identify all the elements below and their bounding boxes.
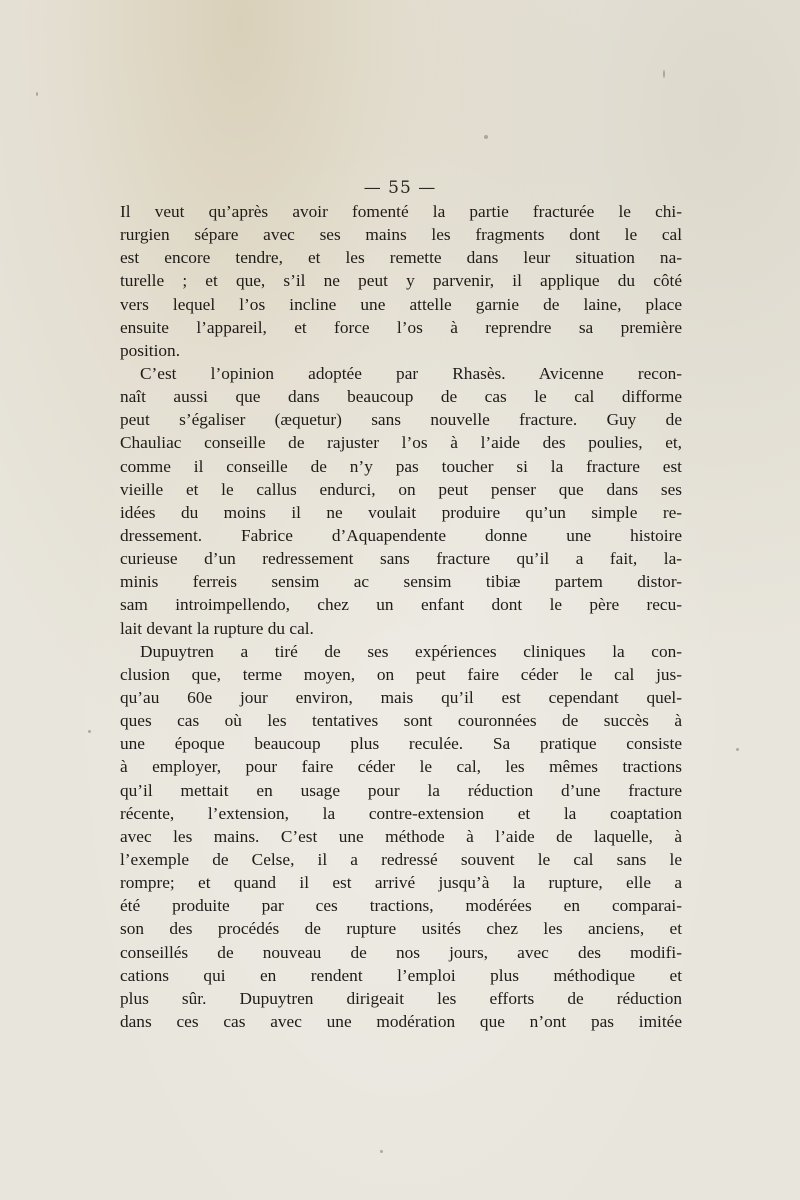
text-line: rompre; et quand il est arrivé jusqu’à la rupture, elle a bbox=[120, 873, 682, 893]
text-line: son des procédés de rupture usités chez les anciens, et bbox=[120, 919, 682, 939]
text-line: naît aussi que dans beaucoup de cas le cal difforme bbox=[120, 387, 682, 407]
paper-speck bbox=[484, 135, 488, 139]
text-line: est encore tendre, et les remette dans leur situation na- bbox=[120, 248, 682, 268]
text-line: comme il conseille de n’y pas toucher si la fracture est bbox=[120, 456, 682, 476]
text-line: position. bbox=[120, 340, 181, 360]
text-line: qu’il mettait en usage pour la réduction d’une fracture bbox=[120, 780, 682, 800]
text-line: avec les mains. C’est une méthode à l’aide de laquelle, à bbox=[120, 826, 682, 846]
text-line: lait devant la rupture du cal. bbox=[120, 618, 314, 638]
text-line: l’exemple de Celse, il a redressé souvent le cal sans le bbox=[120, 849, 682, 869]
text-line: dans ces cas avec une modération que n’ont pas imitée bbox=[120, 1011, 682, 1031]
text-line: vieille et le callus endurci, on peut penser que dans ses bbox=[120, 479, 682, 499]
text-line: conseillés de nouveau de nos jours, avec des modifi- bbox=[120, 942, 682, 962]
text-line: à employer, pour faire céder le cal, les mêmes tractions bbox=[120, 757, 682, 777]
text-line: turelle ; et que, s’il ne peut y parvenir, il applique du côté bbox=[120, 271, 682, 291]
text-line: clusion que, terme moyen, on peut faire céder le cal jus- bbox=[120, 664, 682, 684]
text-line: une époque beaucoup plus reculée. Sa pratique consiste bbox=[120, 734, 682, 754]
text-line: C’est l’opinion adoptée par Rhasès. Avicenne recon- bbox=[140, 363, 682, 383]
text-line: idées du moins il ne voulait produire qu’un simple re- bbox=[120, 502, 682, 522]
text-line: été produite par ces tractions, modérées en comparai- bbox=[120, 896, 682, 916]
paper-speck bbox=[88, 730, 91, 733]
text-line: dressement. Fabrice d’Aquapendente donne une histoire bbox=[120, 525, 682, 545]
text-line: cations qui en rendent l’emploi plus méthodique et bbox=[120, 965, 682, 985]
text-line: ensuite l’appareil, et force l’os à reprendre sa première bbox=[120, 317, 682, 337]
text-line: récente, l’extension, la contre-extension et la coaptation bbox=[120, 803, 682, 823]
text-line: sam introimpellendo, chez un enfant dont le père recu- bbox=[120, 595, 682, 615]
text-line: rurgien sépare avec ses mains les fragments dont le cal bbox=[120, 225, 682, 245]
text-line: Chauliac conseille de rajuster l’os à l’aide des poulies, et, bbox=[120, 433, 682, 453]
paper-speck bbox=[36, 92, 38, 96]
text-line: Il veut qu’après avoir fomenté la partie fracturée le chi- bbox=[120, 202, 682, 221]
text-line: curieuse d’un redressement sans fracture qu’il a fait, la- bbox=[120, 549, 682, 569]
text-line: Dupuytren a tiré de ses expériences cliniques la con- bbox=[140, 641, 682, 661]
text-line: vers lequel l’os incline une attelle garnie de laine, place bbox=[120, 294, 682, 314]
text-line: ques cas où les tentatives sont couronnées de succès à bbox=[120, 711, 682, 731]
paper-speck bbox=[380, 1150, 383, 1153]
body-text bbox=[120, 200, 682, 1033]
text-line: plus sûr. Dupuytren dirigeait les efforts de réduction bbox=[120, 988, 682, 1008]
page-number: — 55 — bbox=[363, 178, 437, 198]
text-line: minis ferreis sensim ac sensim tibiæ partem distor- bbox=[120, 572, 682, 592]
paper-speck bbox=[663, 70, 665, 78]
paper-speck bbox=[736, 748, 739, 751]
text-line: qu’au 60e jour environ, mais qu’il est cependant quel- bbox=[120, 687, 682, 707]
text-line: peut s’égaliser (æquetur) sans nouvelle fracture. Guy de bbox=[120, 410, 682, 430]
